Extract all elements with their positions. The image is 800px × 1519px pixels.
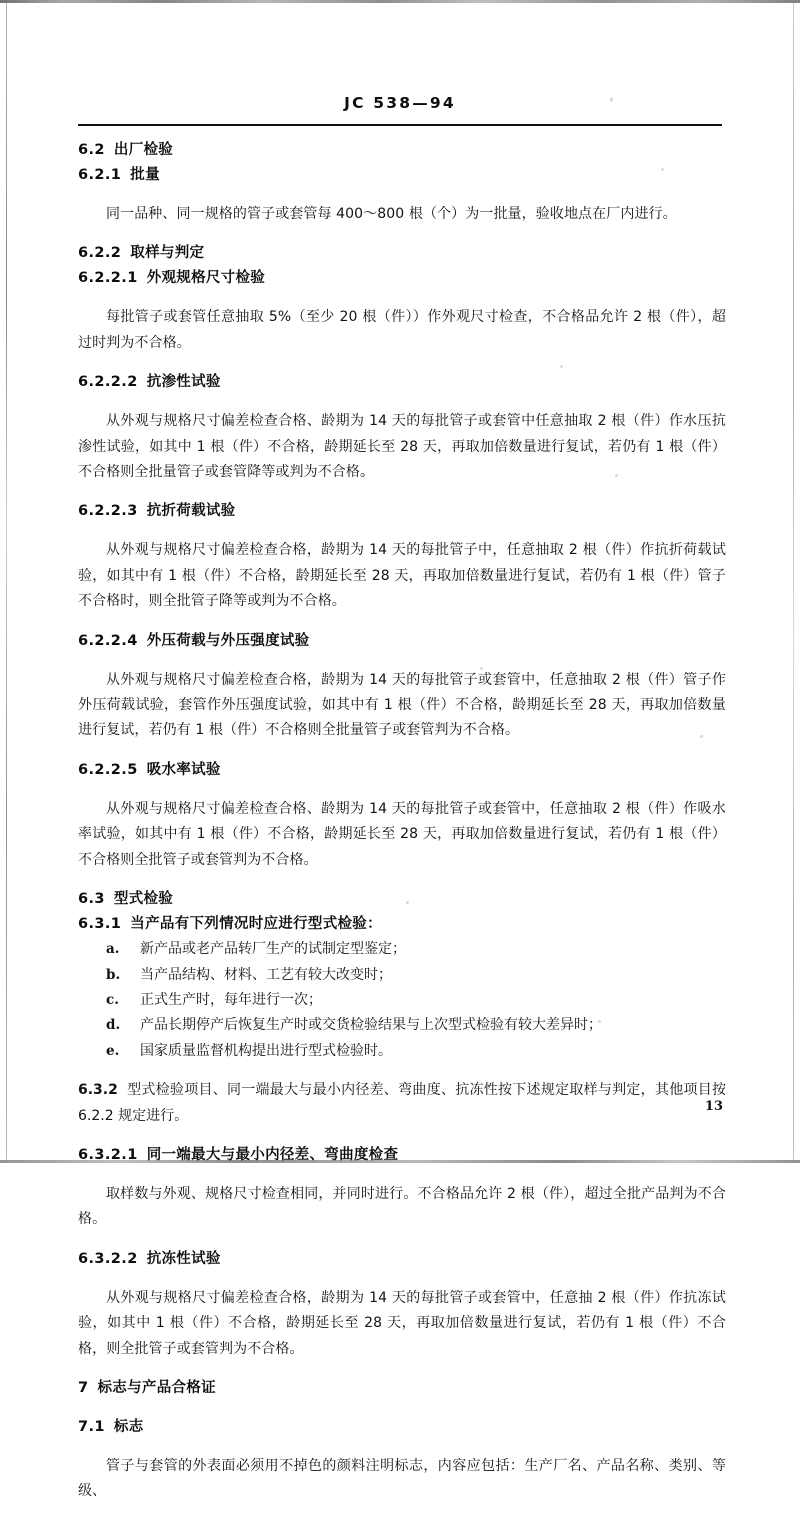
section-heading-6.2.2.4 xyxy=(78,629,726,654)
section-title: 批量 xyxy=(130,167,160,183)
section-title: 出厂检验 xyxy=(113,142,174,158)
standard-code: JC 538—94 xyxy=(344,94,456,112)
paragraph-6.2.2.3: 从外观与规格尺寸偏差检查合格，龄期为 14 天的每批管子中，任意抽取 2 根（件）作抗折荷载试验，如其中有 1 根（件）不合格，龄期延长至 28 天，再取加倍数量进行复试，若仍有 1 根（件）管子不合格时，则全批管子降等或判为不合格。 xyxy=(78,542,726,610)
list-item-text: 正式生产时，每年进行一次； xyxy=(140,991,322,1008)
section-title: 抗渗性试验 xyxy=(146,374,221,391)
section-title: 抗冻性试验 xyxy=(146,1250,221,1267)
list-item-text: 国家质量监督机构提出进行型式检验时。 xyxy=(140,1042,392,1059)
list-marker: b. xyxy=(106,966,121,983)
paragraph-6.2.2.2: 从外观与规格尺寸偏差检查合格、龄期为 14 天的每批管子或套管中任意抽取 2 根（件）作水压抗渗性试验，如其中 1 根（件）不合格，龄期延长至 28 天，再取加倍数量进行复试，若仍有 1 根（件）不合格则全批量管子或套管降等或判为不合格。 xyxy=(78,413,726,481)
list-marker: d. xyxy=(106,1017,121,1034)
section-number: 6.2.2.5 xyxy=(78,761,138,778)
section-title: 抗折荷载试验 xyxy=(146,503,236,520)
section-title: 同一端最大与最小内径差、弯曲度检查 xyxy=(146,1146,399,1163)
list-item xyxy=(78,937,726,962)
section-heading-7 xyxy=(78,1376,726,1401)
section-number: 6.2.2.3 xyxy=(78,503,138,520)
list-item xyxy=(78,988,726,1013)
section-title: 标志与产品合格证 xyxy=(97,1379,216,1396)
section-heading-6.2.2.3 xyxy=(78,499,726,524)
section-title: 外观规格尺寸检验 xyxy=(146,270,266,287)
section-heading-6.3.2.1 xyxy=(78,1143,726,1168)
section-number: 6.2 xyxy=(78,142,105,158)
section-number: 6.3.2.1 xyxy=(78,1146,138,1163)
paragraph-text: 型式检验项目、同一端最大与最小内径差、弯曲度、抗冻性按下述规定取样与判定，其他项目按 6.2.2 规定进行。 xyxy=(78,1082,726,1124)
section-title: 标志 xyxy=(113,1418,144,1435)
section-heading-7.1 xyxy=(78,1415,726,1440)
list-marker: c. xyxy=(106,991,119,1008)
list-item xyxy=(78,1039,726,1064)
page-number: 13 xyxy=(704,1099,723,1114)
paragraph-7.1: 管子与套管的外表面必须用不掉色的颜料注明标志，内容应包括：生产厂名、产品名称、类别、等级、 xyxy=(78,1457,726,1500)
list-item xyxy=(78,963,726,988)
section-title: 当产品有下列情况时应进行型式检验： xyxy=(130,916,382,933)
section-title: 型式检验 xyxy=(113,891,174,908)
paragraph-6.3.2 xyxy=(78,1078,726,1129)
paragraph-6.3.2.2: 从外观与规格尺寸偏差检查合格，龄期为 14 天的每批管子或套管中，任意抽 2 根（件）作抗冻试验，如其中 1 根（件）不合格，龄期延长至 28 天，再取加倍数量进行复试，若仍有 1 根（件）不合格，则全批管子或套管判为不合格。 xyxy=(78,1289,726,1357)
section-number: 6.2.2 xyxy=(78,245,122,262)
page-header xyxy=(78,96,722,112)
section-title: 取样与判定 xyxy=(130,245,205,262)
section-heading-6.2 xyxy=(78,138,726,163)
section-number: 7 xyxy=(78,1379,89,1396)
section-number: 6.3.2.2 xyxy=(78,1250,138,1267)
section-number: 6.2.2.1 xyxy=(78,270,138,287)
section-title: 吸水率试验 xyxy=(146,761,221,778)
list-marker: e. xyxy=(106,1042,120,1059)
section-heading-6.2.1 xyxy=(78,163,726,188)
section-heading-6.3.2.2 xyxy=(78,1247,726,1272)
paragraph-6.2.2.5: 从外观与规格尺寸偏差检查合格、龄期为 14 天的每批管子或套管中，任意抽取 2 根（件）作吸水率试验，如其中有 1 根（件）不合格，龄期延长至 28 天，再取加倍数量进行复试，若仍有 1 根（件）不合格则全批管子或套管判为不合格。 xyxy=(78,800,726,868)
type-test-condition-list xyxy=(78,937,726,1064)
scan-edge-top xyxy=(0,0,800,3)
section-heading-6.2.2.5 xyxy=(78,758,726,783)
section-number: 6.3 xyxy=(78,891,105,908)
list-item-text: 当产品结构、材料、工艺有较大改变时； xyxy=(140,966,392,983)
list-item-text: 产品长期停产后恢复生产时或交货检验结果与上次型式检验有较大差异时； xyxy=(140,1017,602,1034)
section-heading-6.3 xyxy=(78,887,726,912)
section-heading-6.3.1 xyxy=(78,912,726,937)
list-item-text: 新产品或老产品转厂生产的试制定型鉴定； xyxy=(140,941,406,958)
section-number: 6.3.1 xyxy=(78,916,122,933)
paragraph-6.2.2.1: 每批管子或套管任意抽取 5%（至少 20 根（件））作外观尺寸检查，不合格品允许 2 根（件），超过时判为不合格。 xyxy=(78,309,726,351)
paragraph-6.2.1: 同一品种、同一规格的管子或套管每 400～800 根（个）为一批量，验收地点在厂内进行。 xyxy=(106,206,677,222)
document-body xyxy=(78,138,726,1519)
section-number: 6.2.1 xyxy=(78,167,122,183)
section-heading-6.2.2.1 xyxy=(78,266,726,291)
section-heading-6.2.2 xyxy=(78,241,726,266)
section-number: 6.2.2.2 xyxy=(78,374,138,391)
section-number: 7.1 xyxy=(78,1418,105,1435)
scan-edge-right xyxy=(793,3,794,1160)
list-item xyxy=(78,1013,726,1038)
section-heading-6.2.2.2 xyxy=(78,370,726,395)
section-number: 6.2.2.4 xyxy=(78,632,138,649)
header-rule xyxy=(78,124,722,126)
paragraph-6.3.2.1: 取样数与外观、规格尺寸检查相同，并同时进行。不合格品允许 2 根（件），超过全批产品判为不合格。 xyxy=(78,1185,726,1228)
section-title: 外压荷载与外压强度试验 xyxy=(146,632,310,649)
scan-edge-left xyxy=(6,3,7,1160)
list-marker: a. xyxy=(106,941,120,958)
section-number: 6.3.2 xyxy=(78,1082,118,1099)
paragraph-6.2.2.4: 从外观与规格尺寸偏差检查合格，龄期为 14 天的每批管子或套管中，任意抽取 2 根（件）管子作外压荷载试验，套管作外压强度试验，如其中有 1 根（件）不合格，龄期延长至 28 天，再取加倍数量进行复试，若仍有 1 根（件）不合格则全批量管子或套管判为不合格。 xyxy=(78,671,726,739)
